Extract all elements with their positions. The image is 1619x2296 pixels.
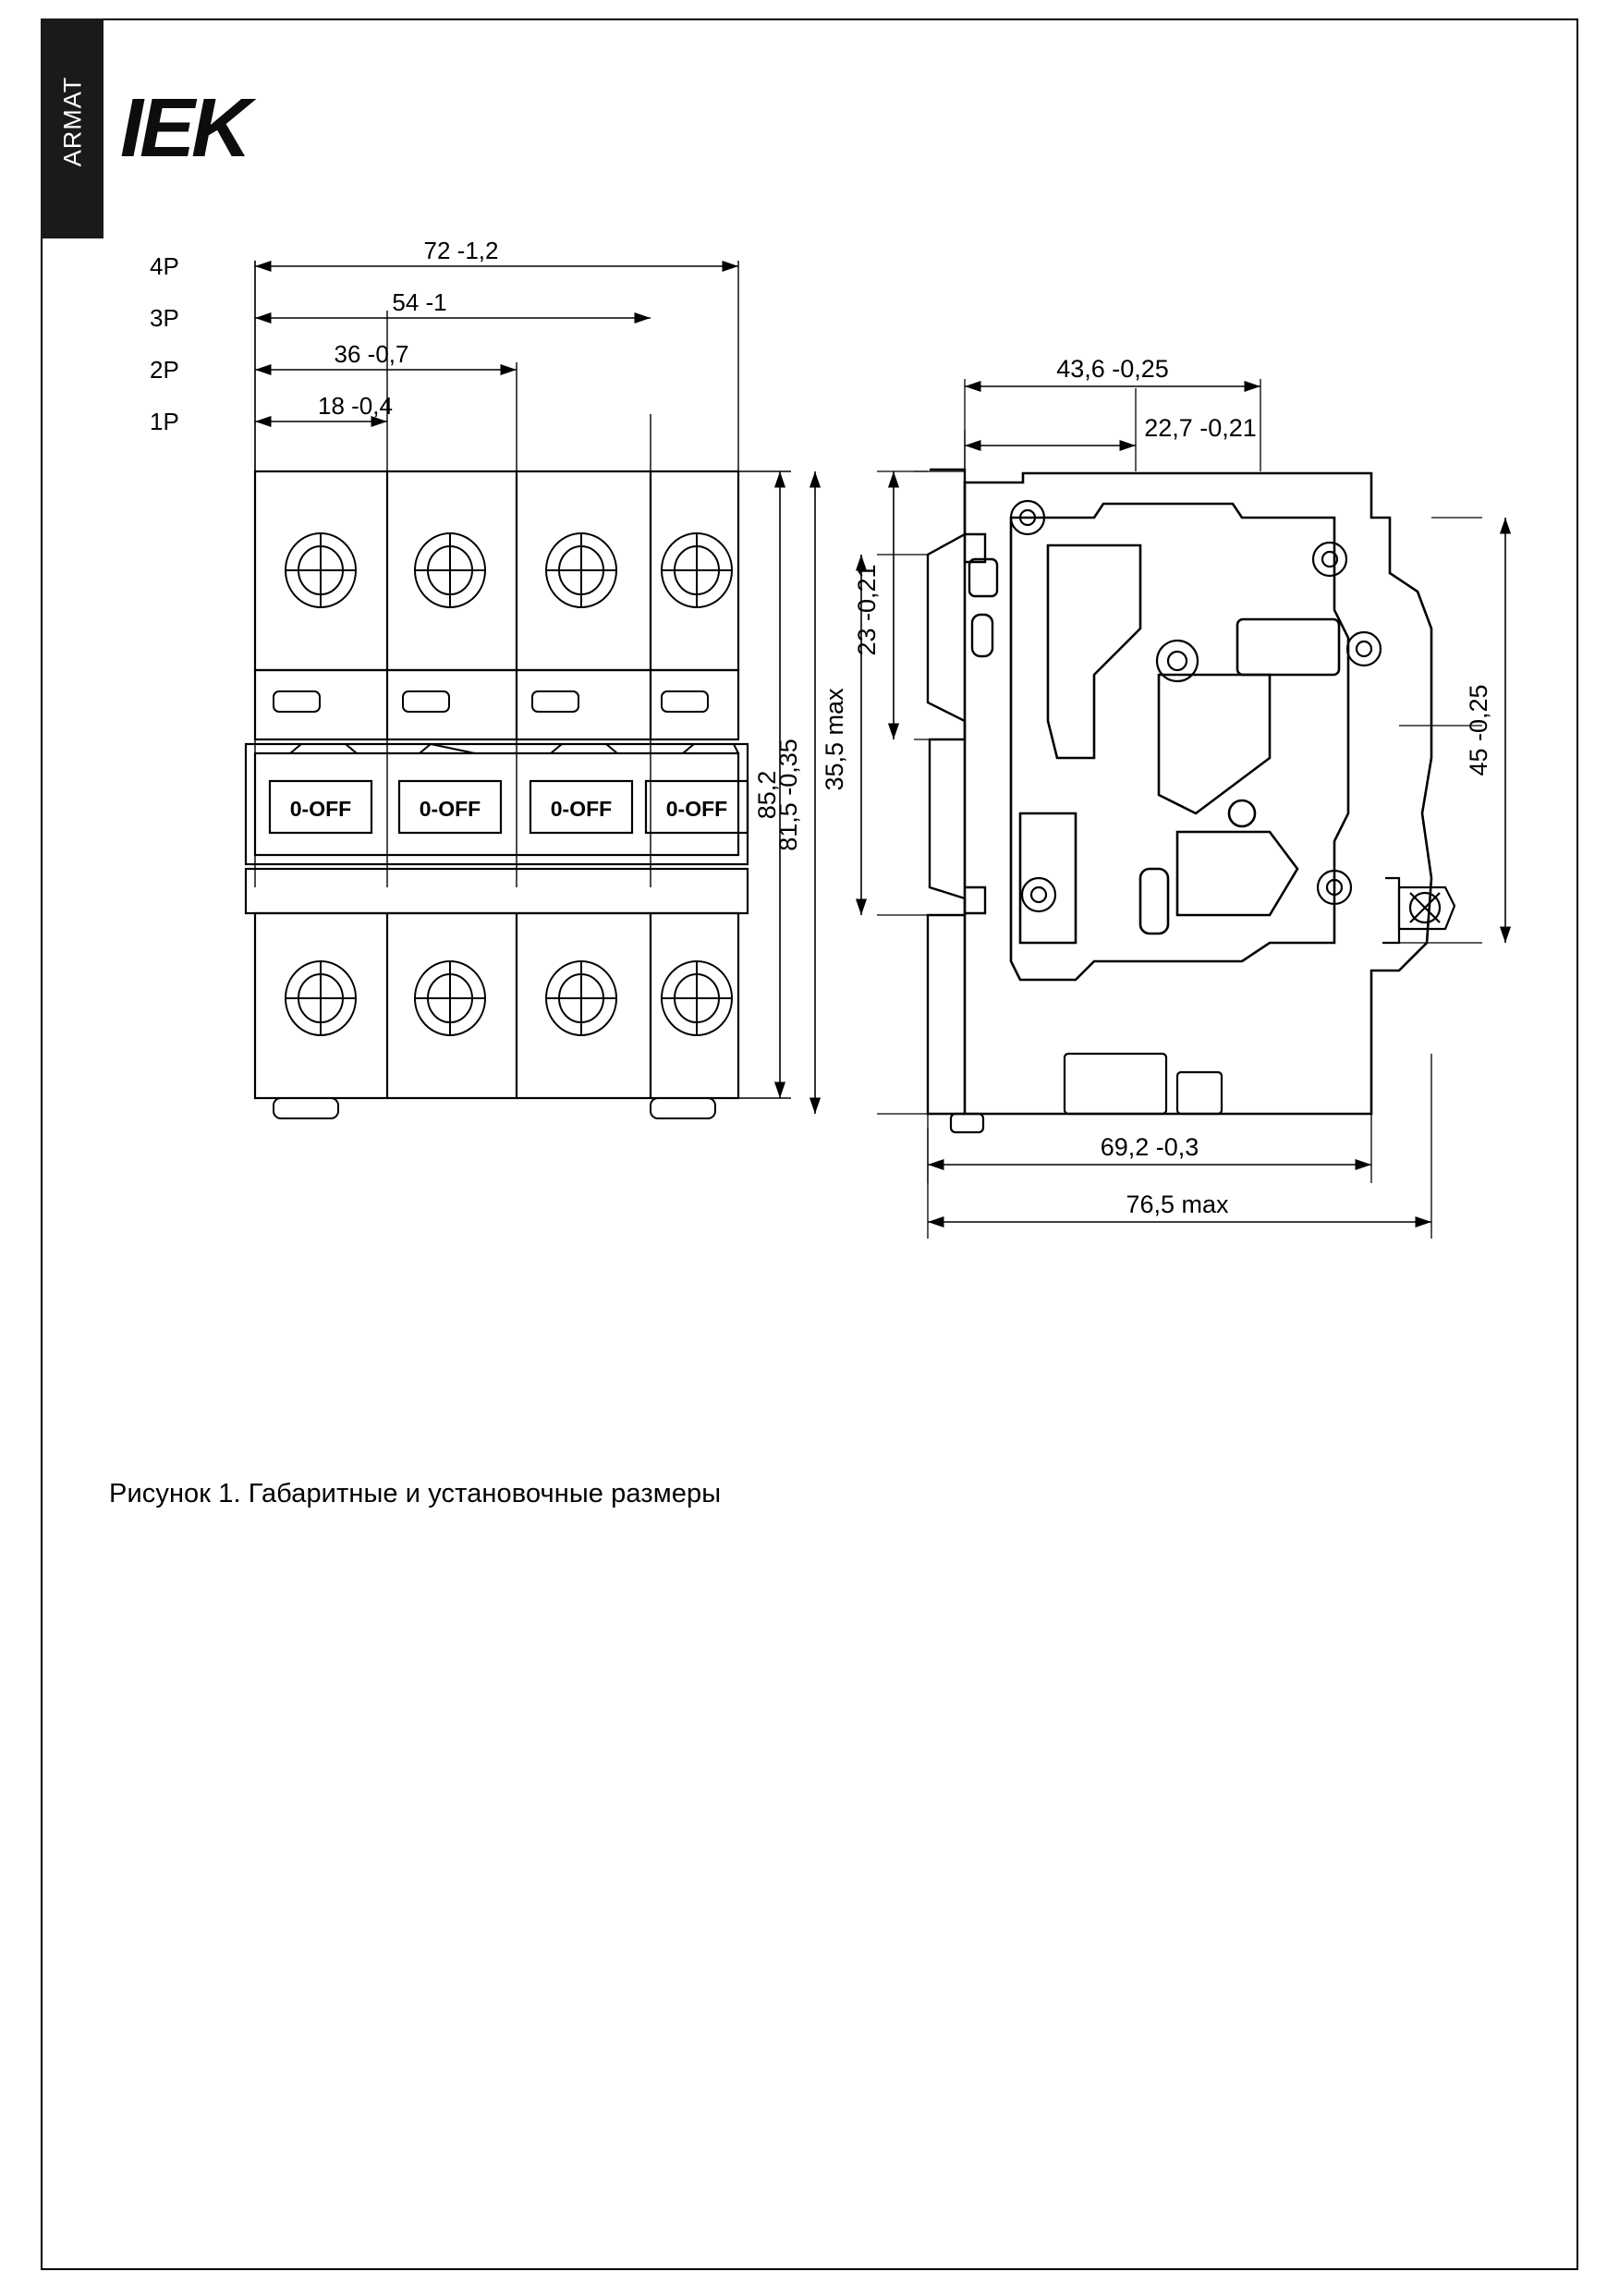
logo-text: IEK <box>120 81 249 175</box>
dim-1p-width: 18 -0,4 <box>318 392 393 420</box>
pivot-point <box>1011 501 1381 911</box>
terminal-screw <box>415 961 485 1035</box>
pole-label-4p: 4P <box>150 252 179 280</box>
terminal-screw <box>286 533 356 607</box>
switch-label: 0-OFF <box>419 797 481 821</box>
iek-logo <box>103 18 307 238</box>
terminal-screw <box>662 961 732 1035</box>
dim-body-depth: 69,2 -0,3 <box>1100 1133 1199 1161</box>
switch-label: 0-OFF <box>550 797 613 821</box>
dim-rail-height: 23 -0,21 <box>853 564 881 656</box>
pole-label-1p: 1P <box>150 408 179 435</box>
dim-front-height: 85,2 <box>753 770 781 820</box>
terminal-screw <box>546 533 616 607</box>
dim-overall-depth-max: 76,5 max <box>1126 1191 1229 1218</box>
dim-3p-width: 54 -1 <box>392 288 447 316</box>
switch-window <box>646 781 748 833</box>
terminal-screw <box>415 533 485 607</box>
dim-4p-width: 72 -1,2 <box>423 240 499 264</box>
terminal-clamp <box>1382 878 1455 943</box>
breaker-body-profile <box>965 473 1431 1114</box>
figure-caption: Рисунок 1. Габаритные и установочные размеры <box>109 1479 722 1508</box>
dim-rail-depth-max: 35,5 max <box>821 688 848 791</box>
pole-label-3p: 3P <box>150 304 179 332</box>
dimension-drawing <box>41 240 1578 1534</box>
brand-tab-label: ARMAT <box>58 76 87 167</box>
switch-label: 0-OFF <box>665 797 728 821</box>
dim-total-height: 81,5 -0,35 <box>774 739 802 851</box>
switch-window <box>530 781 632 833</box>
pole-label-2p: 2P <box>150 356 179 384</box>
terminal-screw <box>662 533 732 607</box>
brand-tab <box>41 18 103 238</box>
switch-window <box>399 781 501 833</box>
dim-top-width: 43,6 -0,25 <box>1056 355 1169 383</box>
terminal-screw <box>286 961 356 1035</box>
terminal-screw <box>546 961 616 1035</box>
switch-window <box>270 781 371 833</box>
dim-2p-width: 36 -0,7 <box>334 340 409 368</box>
side-view <box>774 355 1505 1239</box>
dim-mounting-offset: 22,7 -0,21 <box>1144 414 1257 442</box>
front-view <box>150 240 791 1118</box>
switch-label: 0-OFF <box>289 797 352 821</box>
dim-front-height: 45 -0,25 <box>1465 684 1492 776</box>
